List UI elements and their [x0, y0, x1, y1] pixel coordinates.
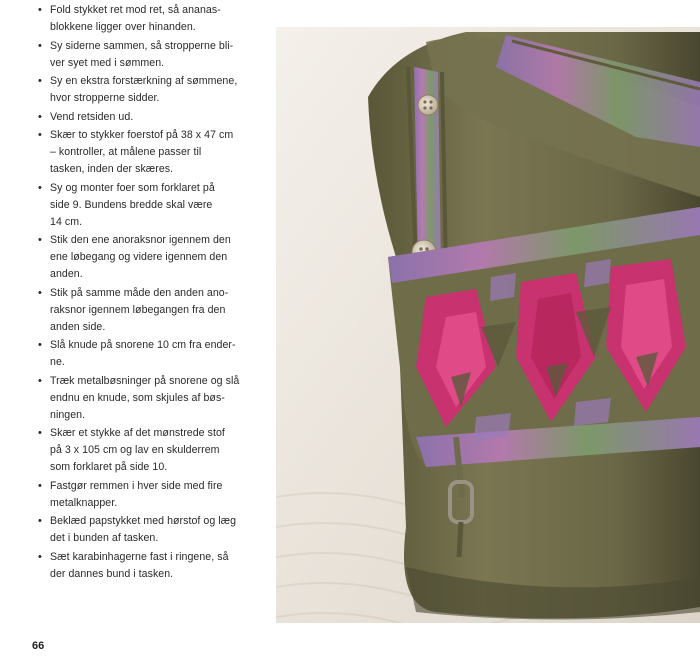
instruction-text: Skær et stykke af det mønstrede stof på 3 x 105 cm og lav en skulderrem som forklaret på side 10. [50, 427, 225, 473]
bullet-icon: • [38, 110, 42, 123]
instruction-item [38, 373, 268, 424]
instruction-item [38, 232, 268, 283]
instruction-item [38, 478, 268, 512]
instruction-text: Sæt karabinhagerne fast i ringene, så der dannes bund i tasken. [50, 550, 229, 580]
instruction-item [38, 513, 268, 547]
instruction-item [38, 285, 268, 336]
instruction-item [38, 127, 268, 178]
bullet-icon: • [38, 181, 42, 194]
instruction-text: Stik på samme måde den anden ano- raksnor igennem løbegangen fra den anden side. [50, 286, 229, 333]
page-number: 66 [32, 640, 45, 652]
bullet-icon: • [38, 234, 42, 246]
instruction-text: Træk metalbøsninger på snorene og slå endnu en knude, som skjules af bøs- ningen. [50, 374, 240, 421]
instruction-item [38, 425, 268, 476]
instruction-list [38, 2, 268, 583]
bullet-icon: • [38, 374, 42, 387]
bullet-icon: • [38, 286, 42, 299]
bag-photo [276, 27, 700, 623]
instruction-item [38, 337, 268, 371]
instruction-item [38, 2, 268, 36]
instruction-column [38, 0, 268, 584]
instruction-text: Slå knude på snorene 10 cm fra ender- ne. [50, 339, 236, 368]
bullet-icon: • [38, 39, 42, 52]
instruction-item [38, 549, 268, 583]
instruction-item [38, 38, 268, 72]
upper-button-icon [418, 95, 438, 115]
bullet-icon: • [38, 339, 42, 351]
instruction-item [38, 109, 268, 126]
instruction-text: Sy en ekstra forstærkning af sømmene, hvor stropperne sidder. [50, 75, 238, 104]
bullet-icon: • [38, 479, 42, 492]
bag-photo-illustration [276, 27, 700, 623]
bullet-icon: • [38, 515, 42, 527]
bullet-icon: • [38, 550, 42, 563]
instruction-text: Vend retsiden ud. [50, 110, 134, 123]
bullet-icon: • [38, 4, 42, 16]
instruction-text: Fastgør remmen i hver side med fire metalknapper. [50, 479, 223, 509]
instruction-text: Sy siderne sammen, så stropperne bli- ver syet med i sømmen. [50, 39, 234, 69]
instruction-item [38, 73, 268, 107]
instruction-text: Beklæd papstykket med hørstof og læg det i bunden af tasken. [50, 515, 237, 544]
instruction-item [38, 180, 268, 231]
instruction-text: Fold stykket ret mod ret, så ananas- blokkene ligger over hinanden. [50, 4, 221, 33]
bullet-icon: • [38, 75, 42, 87]
bullet-icon: • [38, 427, 42, 439]
bullet-icon: • [38, 129, 42, 141]
instruction-text: Skær to stykker foerstof på 38 x 47 cm – kontroller, at målene passer til tasken, inden der skæres. [50, 129, 234, 175]
instruction-text: Stik den ene anoraksnor igennem den ene løbegang og videre igennem den anden. [50, 234, 231, 280]
instruction-text: Sy og monter foer som forklaret på side 9. Bundens bredde skal være 14 cm. [50, 181, 215, 228]
